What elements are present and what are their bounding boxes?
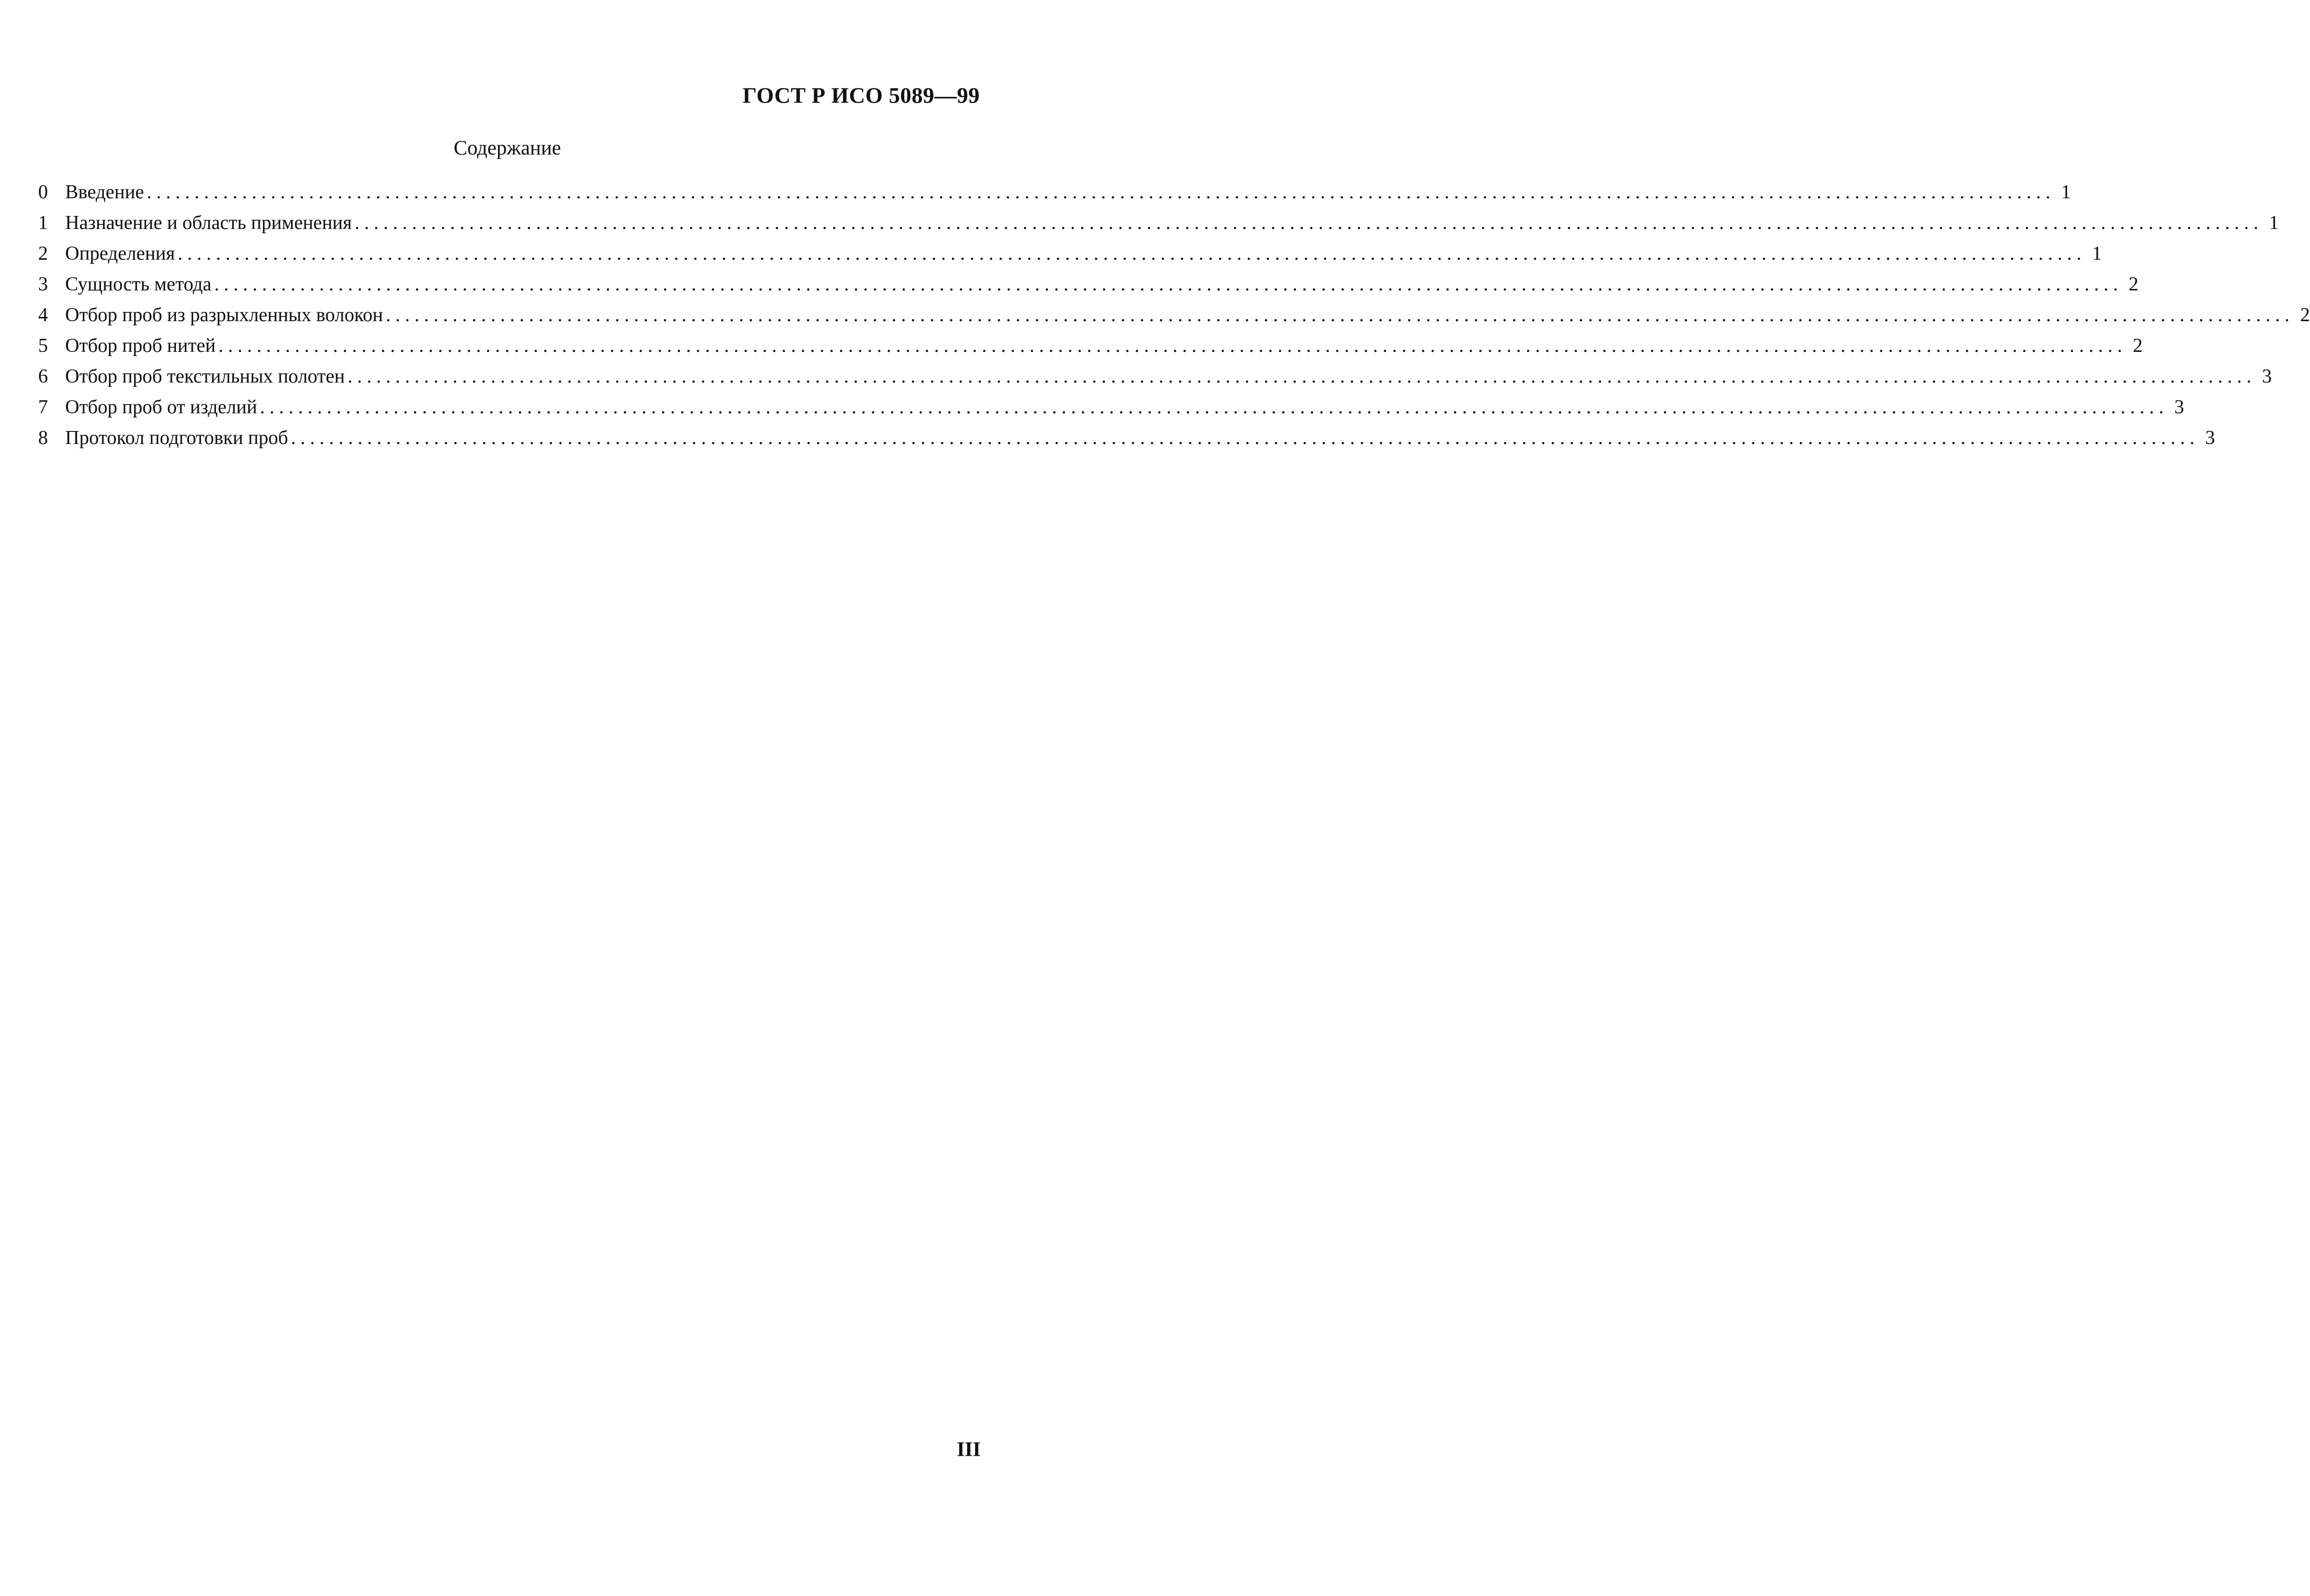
document-code: ГОСТ Р ИСО 5089—99: [742, 83, 980, 108]
toc-row[interactable]: [38, 330, 2143, 361]
toc-item-number: 8: [38, 427, 48, 449]
toc-item-label: Назначение и область применения: [65, 212, 352, 234]
toc-row[interactable]: [38, 300, 2310, 330]
toc-item-label: Введение: [65, 182, 144, 203]
toc-item-label: Сущность метода: [65, 274, 212, 295]
toc-item-page: 3: [2205, 427, 2215, 449]
toc-row[interactable]: [38, 361, 2272, 392]
dot-leader: ........................................................................................................................................................................................................: [147, 182, 2055, 203]
page-number: III: [956, 1438, 981, 1461]
dot-leader: ........................................................................................................................................................................................................: [260, 397, 2169, 418]
toc-item-page: 1: [2061, 182, 2071, 203]
dot-leader: ........................................................................................................................................................................................................: [385, 304, 2294, 326]
toc-row[interactable]: [38, 208, 2279, 238]
toc-item-number: 2: [38, 243, 48, 264]
toc-item-number: 0: [38, 182, 48, 203]
toc-item-page: 3: [2174, 397, 2184, 418]
dot-leader: ........................................................................................................................................................................................................: [177, 243, 2086, 264]
table-of-contents: [38, 177, 2310, 453]
dot-leader: ........................................................................................................................................................................................................: [290, 427, 2199, 449]
dot-leader: ........................................................................................................................................................................................................: [347, 366, 2256, 387]
toc-row[interactable]: [38, 423, 2215, 453]
toc-item-page: 2: [2133, 335, 2143, 357]
toc-item-label: Отбор проб нитей: [65, 335, 216, 357]
dot-leader: ........................................................................................................................................................................................................: [214, 274, 2123, 295]
toc-item-number: 6: [38, 366, 48, 387]
toc-item-label: Отбор проб текстильных полотен: [65, 366, 345, 387]
toc-item-number: 3: [38, 274, 48, 295]
toc-item-number: 1: [38, 212, 48, 234]
toc-item-page: 1: [2092, 243, 2102, 264]
toc-item-label: Определения: [65, 243, 175, 264]
toc-item-label: Отбор проб из разрыхленных волокон: [65, 304, 383, 326]
toc-item-page: 2: [2300, 304, 2310, 326]
toc-row[interactable]: [38, 269, 2139, 300]
toc-row[interactable]: [38, 238, 2102, 269]
toc-title: Содержание: [453, 136, 561, 159]
toc-row[interactable]: [38, 392, 2184, 423]
toc-item-number: 7: [38, 397, 48, 418]
toc-item-number: 4: [38, 304, 48, 326]
toc-item-label: Отбор проб от изделий: [65, 397, 257, 418]
dot-leader: ........................................................................................................................................................................................................: [354, 212, 2263, 234]
toc-row[interactable]: [38, 177, 2071, 208]
toc-item-label: Протокол подготовки проб: [65, 427, 288, 449]
toc-item-page: 2: [2128, 274, 2139, 295]
toc-item-page: 1: [2269, 212, 2279, 234]
toc-item-number: 5: [38, 335, 48, 357]
dot-leader: ........................................................................................................................................................................................................: [218, 335, 2127, 357]
toc-item-page: 3: [2262, 366, 2272, 387]
